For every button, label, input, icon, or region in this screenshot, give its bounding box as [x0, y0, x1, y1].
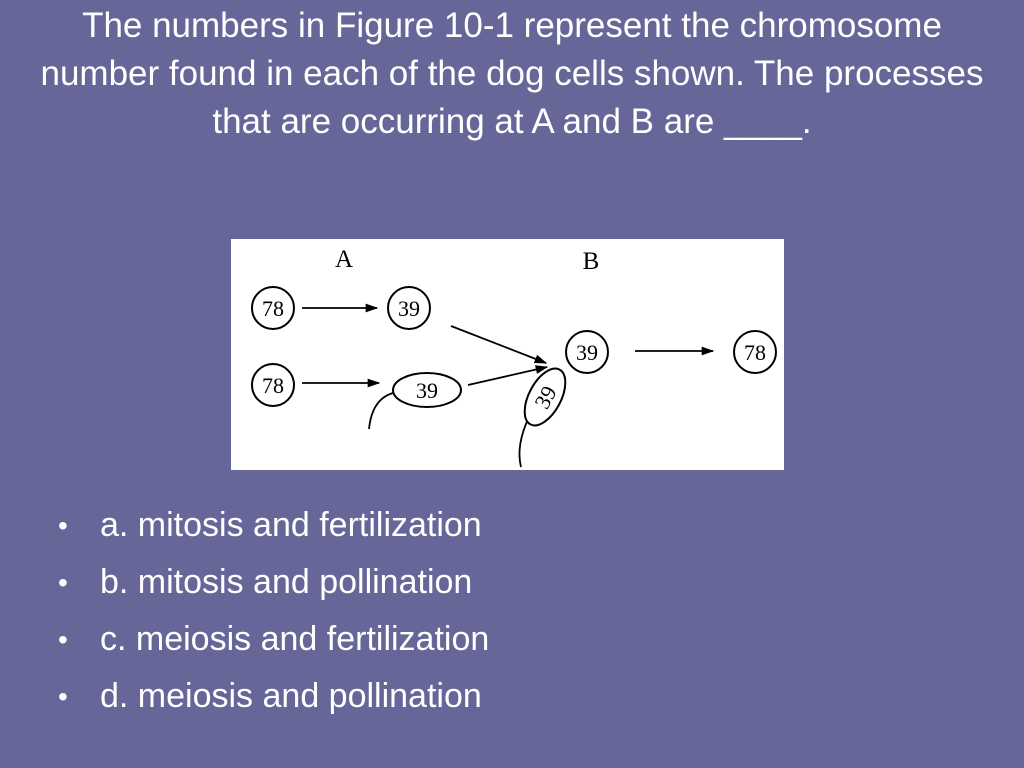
cell-a-bottom-child-sperm: [369, 373, 461, 429]
cell-a-bottom-parent: [252, 364, 294, 406]
bullet: •: [58, 567, 68, 598]
bullet: •: [58, 681, 68, 712]
cell-b-egg-label: 39: [576, 340, 598, 365]
figure-10-1: [231, 239, 784, 470]
cell-b-sperm: [516, 362, 573, 467]
question-text: The numbers in Figure 10-1 represent the chromosome number found in each of the dog cells shown. The processes that are occurring at A and B are ____.: [40, 6, 984, 141]
answer-label: c. meiosis and fertilization: [100, 620, 490, 658]
answer-option-b[interactable]: [56, 554, 489, 611]
cell-b-sperm-label: 39: [529, 381, 562, 413]
answer-label: a. mitosis and fertilization: [100, 506, 482, 544]
cell-b-zygote-label: 78: [744, 340, 766, 365]
cell-a-bottom-parent-label: 78: [262, 373, 284, 398]
answer-label: d. meiosis and pollination: [100, 677, 482, 715]
label-a: A: [334, 246, 354, 273]
cell-a-top-child-label: 39: [398, 296, 420, 321]
cell-a-bottom-child-label: 39: [416, 378, 438, 403]
label-b: B: [582, 248, 600, 275]
answer-option-d[interactable]: [56, 668, 489, 725]
answer-option-c[interactable]: [56, 611, 489, 668]
figure-diagram: [231, 239, 784, 470]
answer-option-a[interactable]: [56, 497, 489, 554]
bullet: •: [58, 624, 68, 655]
answer-label: b. mitosis and pollination: [100, 563, 473, 601]
cell-b-zygote: [734, 331, 776, 373]
arrow-to-fertilization-top: [451, 326, 546, 363]
cell-b-egg: [566, 331, 608, 373]
cell-a-top-parent: [252, 287, 294, 329]
cell-a-top-parent-label: 78: [262, 296, 284, 321]
cell-a-top-child: [388, 287, 430, 329]
answer-list: [56, 497, 489, 725]
bullet: •: [58, 510, 68, 541]
